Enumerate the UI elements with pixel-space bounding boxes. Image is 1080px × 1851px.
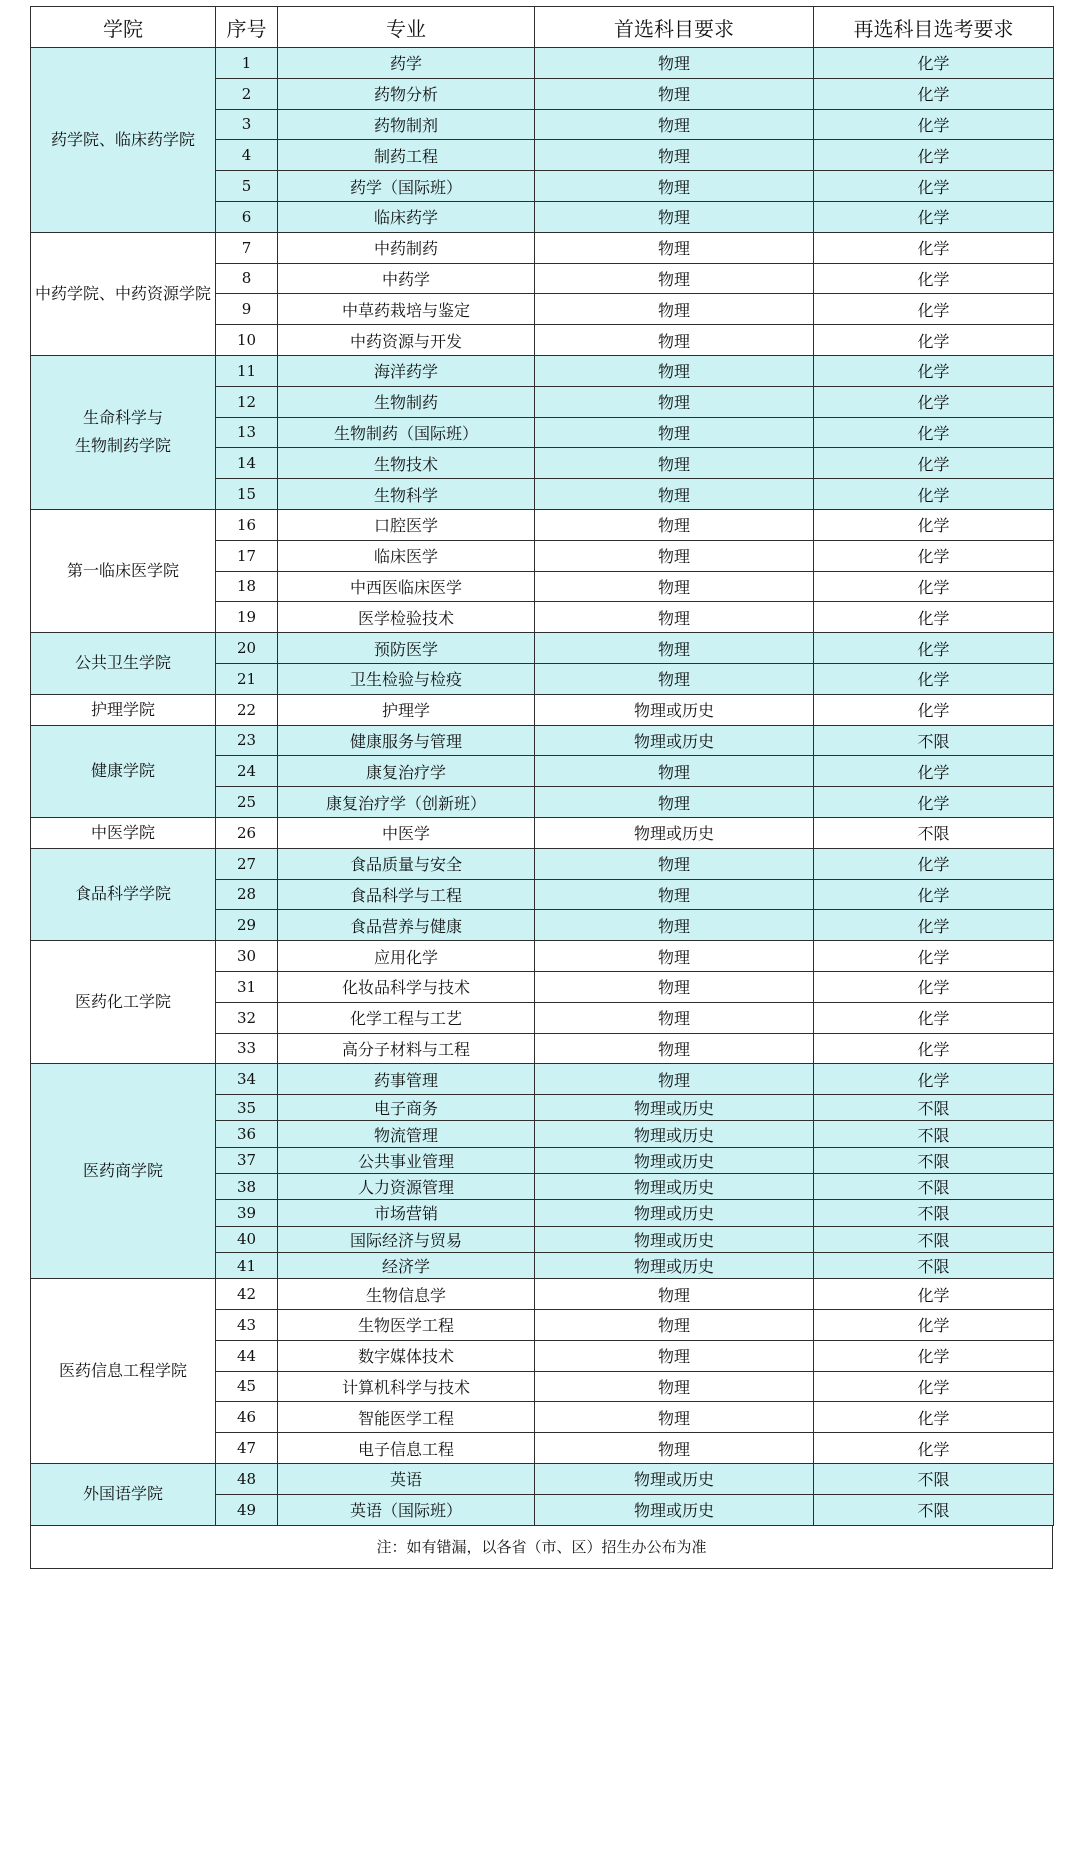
major-cell: 英语: [278, 1463, 535, 1494]
index-cell: 27: [216, 848, 278, 879]
second-subject-cell: 化学: [814, 1402, 1054, 1433]
first-subject-cell: 物理或历史: [535, 1252, 814, 1278]
first-subject-cell: 物理或历史: [535, 694, 814, 725]
major-cell: 生物制药: [278, 386, 535, 417]
college-name-cell: 生命科学与 生物制药学院: [31, 355, 216, 509]
first-subject-cell: 物理: [535, 1064, 814, 1095]
table-row: [31, 355, 1054, 386]
college-name-cell: 护理学院: [31, 694, 216, 725]
second-subject-cell: 化学: [814, 1371, 1054, 1402]
first-subject-cell: 物理或历史: [535, 1226, 814, 1252]
table-row: [31, 48, 1054, 79]
first-subject-cell: 物理: [535, 417, 814, 448]
index-cell: 49: [216, 1494, 278, 1525]
second-subject-cell: 化学: [814, 602, 1054, 633]
second-subject-cell: 化学: [814, 201, 1054, 232]
index-cell: 3: [216, 109, 278, 140]
major-cell: 生物医学工程: [278, 1309, 535, 1340]
first-subject-cell: 物理: [535, 941, 814, 972]
college-name-cell: 健康学院: [31, 725, 216, 817]
college-name-cell: 医药商学院: [31, 1064, 216, 1279]
second-subject-cell: 化学: [814, 1002, 1054, 1033]
major-cell: 生物制药（国际班）: [278, 417, 535, 448]
second-subject-cell: 化学: [814, 171, 1054, 202]
major-cell: 康复治疗学: [278, 756, 535, 787]
index-cell: 17: [216, 540, 278, 571]
first-subject-cell: 物理: [535, 355, 814, 386]
major-cell: 经济学: [278, 1252, 535, 1278]
second-subject-cell: 不限: [814, 1226, 1054, 1252]
first-subject-cell: 物理: [535, 263, 814, 294]
major-cell: 人力资源管理: [278, 1173, 535, 1199]
first-subject-cell: 物理: [535, 479, 814, 510]
first-subject-cell: 物理: [535, 232, 814, 263]
second-subject-cell: 化学: [814, 1279, 1054, 1310]
index-cell: 2: [216, 78, 278, 109]
first-subject-cell: 物理: [535, 633, 814, 664]
major-cell: 医学检验技术: [278, 602, 535, 633]
first-subject-cell: 物理: [535, 1033, 814, 1064]
major-cell: 中药资源与开发: [278, 325, 535, 356]
major-cell: 卫生检验与检疫: [278, 663, 535, 694]
table-body: [31, 48, 1054, 1526]
table-row: [31, 1463, 1054, 1494]
major-cell: 公共事业管理: [278, 1147, 535, 1173]
college-name-cell: 医药信息工程学院: [31, 1279, 216, 1464]
first-subject-cell: 物理: [535, 109, 814, 140]
table-row: [31, 848, 1054, 879]
second-subject-cell: 化学: [814, 756, 1054, 787]
major-cell: 护理学: [278, 694, 535, 725]
first-subject-cell: 物理或历史: [535, 1147, 814, 1173]
second-subject-cell: 化学: [814, 787, 1054, 818]
second-subject-cell: 化学: [814, 417, 1054, 448]
second-subject-cell: 不限: [814, 817, 1054, 848]
second-subject-cell: 化学: [814, 448, 1054, 479]
major-cell: 康复治疗学（创新班）: [278, 787, 535, 818]
college-name-cell: 药学院、临床药学院: [31, 48, 216, 233]
index-cell: 28: [216, 879, 278, 910]
second-subject-cell: 化学: [814, 355, 1054, 386]
second-subject-cell: 化学: [814, 540, 1054, 571]
table-row: [31, 817, 1054, 848]
index-cell: 10: [216, 325, 278, 356]
index-cell: 14: [216, 448, 278, 479]
second-subject-cell: 化学: [814, 1064, 1054, 1095]
index-cell: 22: [216, 694, 278, 725]
index-cell: 41: [216, 1252, 278, 1278]
first-subject-cell: 物理: [535, 1309, 814, 1340]
header-index: 序号: [216, 7, 278, 48]
major-cell: 中药学: [278, 263, 535, 294]
index-cell: 12: [216, 386, 278, 417]
college-name-cell: 外国语学院: [31, 1463, 216, 1525]
first-subject-cell: 物理或历史: [535, 1173, 814, 1199]
major-cell: 高分子材料与工程: [278, 1033, 535, 1064]
first-subject-cell: 物理或历史: [535, 725, 814, 756]
second-subject-cell: 化学: [814, 663, 1054, 694]
index-cell: 23: [216, 725, 278, 756]
index-cell: 24: [216, 756, 278, 787]
major-cell: 化妆品科学与技术: [278, 971, 535, 1002]
first-subject-cell: 物理: [535, 787, 814, 818]
index-cell: 4: [216, 140, 278, 171]
index-cell: 8: [216, 263, 278, 294]
major-cell: 药物制剂: [278, 109, 535, 140]
header-first-subject: 首选科目要求: [535, 7, 814, 48]
major-cell: 电子商务: [278, 1095, 535, 1121]
second-subject-cell: 化学: [814, 78, 1054, 109]
index-cell: 29: [216, 910, 278, 941]
major-cell: 中医学: [278, 817, 535, 848]
first-subject-cell: 物理: [535, 879, 814, 910]
first-subject-cell: 物理: [535, 910, 814, 941]
major-cell: 药学（国际班）: [278, 171, 535, 202]
major-cell: 英语（国际班）: [278, 1494, 535, 1525]
index-cell: 31: [216, 971, 278, 1002]
admission-table-wrapper: [30, 6, 1053, 1569]
second-subject-cell: 化学: [814, 1340, 1054, 1371]
index-cell: 48: [216, 1463, 278, 1494]
index-cell: 16: [216, 509, 278, 540]
index-cell: 5: [216, 171, 278, 202]
second-subject-cell: 化学: [814, 479, 1054, 510]
second-subject-cell: 不限: [814, 1121, 1054, 1147]
index-cell: 15: [216, 479, 278, 510]
major-cell: 中药制药: [278, 232, 535, 263]
index-cell: 43: [216, 1309, 278, 1340]
table-row: [31, 725, 1054, 756]
index-cell: 25: [216, 787, 278, 818]
major-cell: 生物科学: [278, 479, 535, 510]
second-subject-cell: 化学: [814, 879, 1054, 910]
index-cell: 44: [216, 1340, 278, 1371]
second-subject-cell: 化学: [814, 509, 1054, 540]
first-subject-cell: 物理: [535, 171, 814, 202]
college-name-cell: 医药化工学院: [31, 941, 216, 1064]
major-cell: 药学: [278, 48, 535, 79]
first-subject-cell: 物理: [535, 1279, 814, 1310]
college-name-cell: 中医学院: [31, 817, 216, 848]
second-subject-cell: 不限: [814, 1173, 1054, 1199]
index-cell: 35: [216, 1095, 278, 1121]
index-cell: 11: [216, 355, 278, 386]
header-second-subject: 再选科目选考要求: [814, 7, 1054, 48]
major-cell: 临床医学: [278, 540, 535, 571]
second-subject-cell: 化学: [814, 694, 1054, 725]
first-subject-cell: 物理或历史: [535, 1494, 814, 1525]
index-cell: 33: [216, 1033, 278, 1064]
first-subject-cell: 物理: [535, 663, 814, 694]
first-subject-cell: 物理: [535, 1402, 814, 1433]
major-cell: 应用化学: [278, 941, 535, 972]
index-cell: 38: [216, 1173, 278, 1199]
second-subject-cell: 化学: [814, 325, 1054, 356]
table-row: [31, 232, 1054, 263]
second-subject-cell: 化学: [814, 633, 1054, 664]
index-cell: 6: [216, 201, 278, 232]
second-subject-cell: 化学: [814, 109, 1054, 140]
second-subject-cell: 不限: [814, 1200, 1054, 1226]
major-cell: 海洋药学: [278, 355, 535, 386]
major-cell: 市场营销: [278, 1200, 535, 1226]
index-cell: 36: [216, 1121, 278, 1147]
index-cell: 34: [216, 1064, 278, 1095]
index-cell: 7: [216, 232, 278, 263]
first-subject-cell: 物理: [535, 756, 814, 787]
index-cell: 19: [216, 602, 278, 633]
subject-requirements-table: [30, 6, 1054, 1526]
second-subject-cell: 化学: [814, 48, 1054, 79]
major-cell: 生物信息学: [278, 1279, 535, 1310]
major-cell: 电子信息工程: [278, 1433, 535, 1464]
major-cell: 化学工程与工艺: [278, 1002, 535, 1033]
first-subject-cell: 物理: [535, 325, 814, 356]
second-subject-cell: 化学: [814, 232, 1054, 263]
second-subject-cell: 化学: [814, 941, 1054, 972]
table-row: [31, 694, 1054, 725]
index-cell: 37: [216, 1147, 278, 1173]
second-subject-cell: 化学: [814, 1033, 1054, 1064]
index-cell: 20: [216, 633, 278, 664]
major-cell: 中草药栽培与鉴定: [278, 294, 535, 325]
index-cell: 13: [216, 417, 278, 448]
index-cell: 32: [216, 1002, 278, 1033]
first-subject-cell: 物理: [535, 1340, 814, 1371]
header-major: 专业: [278, 7, 535, 48]
table-row: [31, 509, 1054, 540]
college-name-cell: 公共卫生学院: [31, 633, 216, 695]
first-subject-cell: 物理或历史: [535, 817, 814, 848]
table-header-row: [31, 7, 1054, 48]
index-cell: 46: [216, 1402, 278, 1433]
first-subject-cell: 物理: [535, 448, 814, 479]
college-name-cell: 第一临床医学院: [31, 509, 216, 632]
second-subject-cell: 化学: [814, 971, 1054, 1002]
major-cell: 食品质量与安全: [278, 848, 535, 879]
footnote: 注：如有错漏，以各省（市、区）招生办公布为准: [30, 1526, 1053, 1569]
major-cell: 食品科学与工程: [278, 879, 535, 910]
index-cell: 1: [216, 48, 278, 79]
second-subject-cell: 不限: [814, 1147, 1054, 1173]
index-cell: 18: [216, 571, 278, 602]
second-subject-cell: 化学: [814, 1309, 1054, 1340]
major-cell: 临床药学: [278, 201, 535, 232]
college-name-cell: 食品科学学院: [31, 848, 216, 940]
index-cell: 30: [216, 941, 278, 972]
index-cell: 21: [216, 663, 278, 694]
first-subject-cell: 物理: [535, 140, 814, 171]
index-cell: 40: [216, 1226, 278, 1252]
second-subject-cell: 不限: [814, 1095, 1054, 1121]
second-subject-cell: 不限: [814, 1494, 1054, 1525]
index-cell: 45: [216, 1371, 278, 1402]
second-subject-cell: 化学: [814, 1433, 1054, 1464]
first-subject-cell: 物理: [535, 1433, 814, 1464]
first-subject-cell: 物理或历史: [535, 1095, 814, 1121]
major-cell: 健康服务与管理: [278, 725, 535, 756]
header-college: 学院: [31, 7, 216, 48]
first-subject-cell: 物理: [535, 848, 814, 879]
major-cell: 中西医临床医学: [278, 571, 535, 602]
major-cell: 食品营养与健康: [278, 910, 535, 941]
index-cell: 42: [216, 1279, 278, 1310]
major-cell: 数字媒体技术: [278, 1340, 535, 1371]
first-subject-cell: 物理: [535, 48, 814, 79]
second-subject-cell: 不限: [814, 725, 1054, 756]
first-subject-cell: 物理: [535, 571, 814, 602]
index-cell: 39: [216, 1200, 278, 1226]
major-cell: 制药工程: [278, 140, 535, 171]
index-cell: 26: [216, 817, 278, 848]
first-subject-cell: 物理: [535, 540, 814, 571]
first-subject-cell: 物理: [535, 509, 814, 540]
first-subject-cell: 物理: [535, 201, 814, 232]
table-row: [31, 1279, 1054, 1310]
first-subject-cell: 物理: [535, 602, 814, 633]
first-subject-cell: 物理: [535, 1002, 814, 1033]
second-subject-cell: 化学: [814, 848, 1054, 879]
major-cell: 物流管理: [278, 1121, 535, 1147]
second-subject-cell: 化学: [814, 571, 1054, 602]
index-cell: 9: [216, 294, 278, 325]
major-cell: 药物分析: [278, 78, 535, 109]
first-subject-cell: 物理或历史: [535, 1463, 814, 1494]
second-subject-cell: 化学: [814, 386, 1054, 417]
major-cell: 智能医学工程: [278, 1402, 535, 1433]
college-name-cell: 中药学院、中药资源学院: [31, 232, 216, 355]
major-cell: 计算机科学与技术: [278, 1371, 535, 1402]
table-row: [31, 1064, 1054, 1095]
second-subject-cell: 不限: [814, 1463, 1054, 1494]
second-subject-cell: 化学: [814, 910, 1054, 941]
table-row: [31, 941, 1054, 972]
index-cell: 47: [216, 1433, 278, 1464]
first-subject-cell: 物理: [535, 294, 814, 325]
second-subject-cell: 化学: [814, 140, 1054, 171]
major-cell: 口腔医学: [278, 509, 535, 540]
first-subject-cell: 物理或历史: [535, 1121, 814, 1147]
first-subject-cell: 物理: [535, 78, 814, 109]
first-subject-cell: 物理或历史: [535, 1200, 814, 1226]
major-cell: 药事管理: [278, 1064, 535, 1095]
second-subject-cell: 化学: [814, 263, 1054, 294]
major-cell: 预防医学: [278, 633, 535, 664]
major-cell: 国际经济与贸易: [278, 1226, 535, 1252]
second-subject-cell: 不限: [814, 1252, 1054, 1278]
second-subject-cell: 化学: [814, 294, 1054, 325]
table-row: [31, 633, 1054, 664]
first-subject-cell: 物理: [535, 971, 814, 1002]
first-subject-cell: 物理: [535, 1371, 814, 1402]
major-cell: 生物技术: [278, 448, 535, 479]
first-subject-cell: 物理: [535, 386, 814, 417]
